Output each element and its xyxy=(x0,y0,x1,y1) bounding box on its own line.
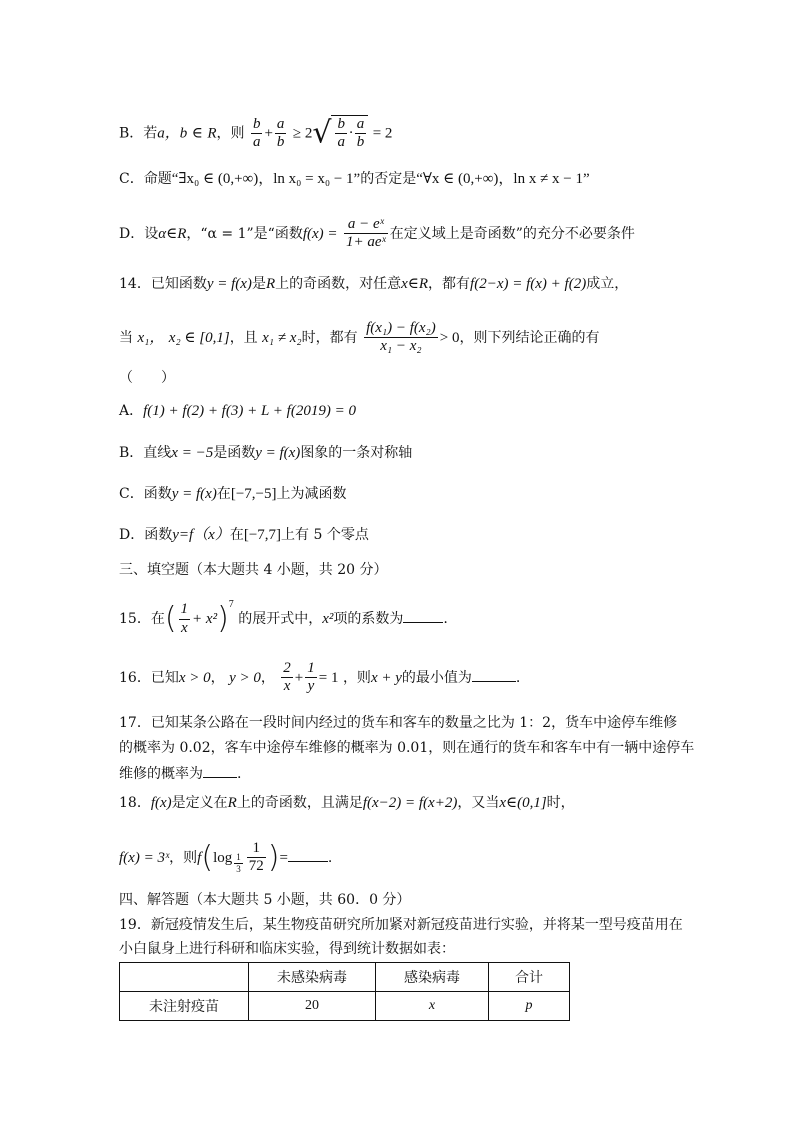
table-cell: 未注射疫苗 xyxy=(120,992,249,1021)
table-cell: x xyxy=(376,992,489,1021)
q13-option-b: B．若a，b ∈ R，则 $\frac{b}{a}$ + $\frac{a}{b}$ ≥ 2√ $\frac{b}{a}$ · $\frac{a}{b}$ = 2 xyxy=(119,115,393,151)
q14-answer-paren: （ ） xyxy=(119,370,175,386)
fraction-b-over-a: $\frac{b}{a}$ xyxy=(252,115,261,150)
log-base: $\frac{1}{3}$ xyxy=(236,852,241,874)
fraction-a-over-b: $\frac{a}{b}$ xyxy=(276,115,285,150)
table-header-cell: 未感染病毒 xyxy=(249,963,376,992)
q13-option-c: C．命题“∃x₀ ∈ (0,+∞)，ln x₀ = x₀ − 1”的否定是“∀x ∈ (0,+∞)，ln x ≠ x − 1” xyxy=(119,171,590,187)
q13-option-d: D．设α∈R，“α = 1”是“函数f(x) = $\frac{\text{a − eˣ}}{\text{1+ aeˣ}}$ 在定义域上是奇函数”的充分不必要条件 xyxy=(119,216,635,251)
answer-blank[interactable] xyxy=(288,849,328,862)
fraction-one-over-x: $\frac{1}{x}$ xyxy=(180,601,189,636)
data-table xyxy=(119,962,570,1021)
q14-option-a: A．f(1) + f(2) + f(3) + L + f(2019) = 0 xyxy=(119,403,356,419)
q17-line-1: 17．已知某条公路在一段时间内经过的货车和客车的数量之比为 1：2，货车中途停车维修 xyxy=(119,715,678,731)
answer-blank[interactable] xyxy=(472,669,516,682)
q16: 16．已知x > 0， y > 0， $\frac{2}{x}$ + $\frac{1}{y}$ = 1 ，则x + y的最小值为 . xyxy=(119,660,521,695)
table-header-cell xyxy=(120,963,249,992)
table-header-row xyxy=(120,963,570,992)
q14-option-d: D．函数y=f（x）在[−7,7]上有 5 个零点 xyxy=(119,527,369,543)
q14-stem-line-2: 当 x₁， x₂ ∈ [0,1]，且 x₁ ≠ x₂时，都有 $\frac{\text{f(x₁) − f(x₂)}}{\text{x₁ − x₂}}$ > 0，则下列结论正确的有 xyxy=(119,320,600,355)
fraction-slope: $\frac{\text{f(x₁) − f(x₂)}}{\text{x₁ − x₂}}$ xyxy=(366,320,436,355)
q15: 15．在( $\frac{1}{x}$ + x²)$^7$ 的展开式中，x²项的系数为 . xyxy=(119,599,448,636)
q18-line-1: 18．f(x)是定义在R上的奇函数，且满足f(x−2) = f(x+2)，又当x∈(0,1]时， xyxy=(119,795,575,811)
section-heading-fill-in: 三、填空题（本大题共 4 小题，共 20 分） xyxy=(119,562,388,578)
table-cell: 20 xyxy=(249,992,376,1021)
answer-blank[interactable] xyxy=(203,765,237,778)
q17-line-2: 的概率为 0.02，客车中途停车维修的概率为 0.01，则在通行的货车和客车中有一辆中途停车 xyxy=(119,740,695,756)
fraction-function: $\frac{\text{a − eˣ}}{\text{1+ aeˣ}}$ xyxy=(345,216,386,251)
table-header-cell: 合计 xyxy=(489,963,570,992)
q14-option-b: B．直线x = −5是函数y = f(x)图象的一条对称轴 xyxy=(119,445,413,461)
table-header-cell: 感染病毒 xyxy=(376,963,489,992)
sqrt-icon: √ xyxy=(312,115,332,151)
answer-blank[interactable] xyxy=(403,610,443,623)
table-row xyxy=(120,992,570,1021)
q14-option-c: C．函数y = f(x)在[−7,−5]上为减函数 xyxy=(119,486,347,502)
table-cell: p xyxy=(489,992,570,1021)
q19-line-2: 小白鼠身上进行科研和临床实验，得到统计数据如表： xyxy=(119,941,455,957)
section-heading-solutions: 四、解答题（本大题共 5 小题，共 60．0 分） xyxy=(119,892,411,908)
q19-line-1: 19．新冠疫情发生后，某生物疫苗研究所加紧对新冠疫苗进行实验，并将某一型号疫苗用在 xyxy=(119,917,683,933)
q17-line-3: 维修的概率为 . xyxy=(119,766,242,782)
q14-stem-line-1: 14．已知函数y = f(x)是R上的奇函数，对任意x∈R，都有f(2−x) = f(x) + f(2)成立， xyxy=(119,276,629,292)
q18-line-2: f(x) = 3ˣ，则f(log $\frac{1}{3}$ $\frac{1}{72}$ )= . xyxy=(119,839,333,875)
